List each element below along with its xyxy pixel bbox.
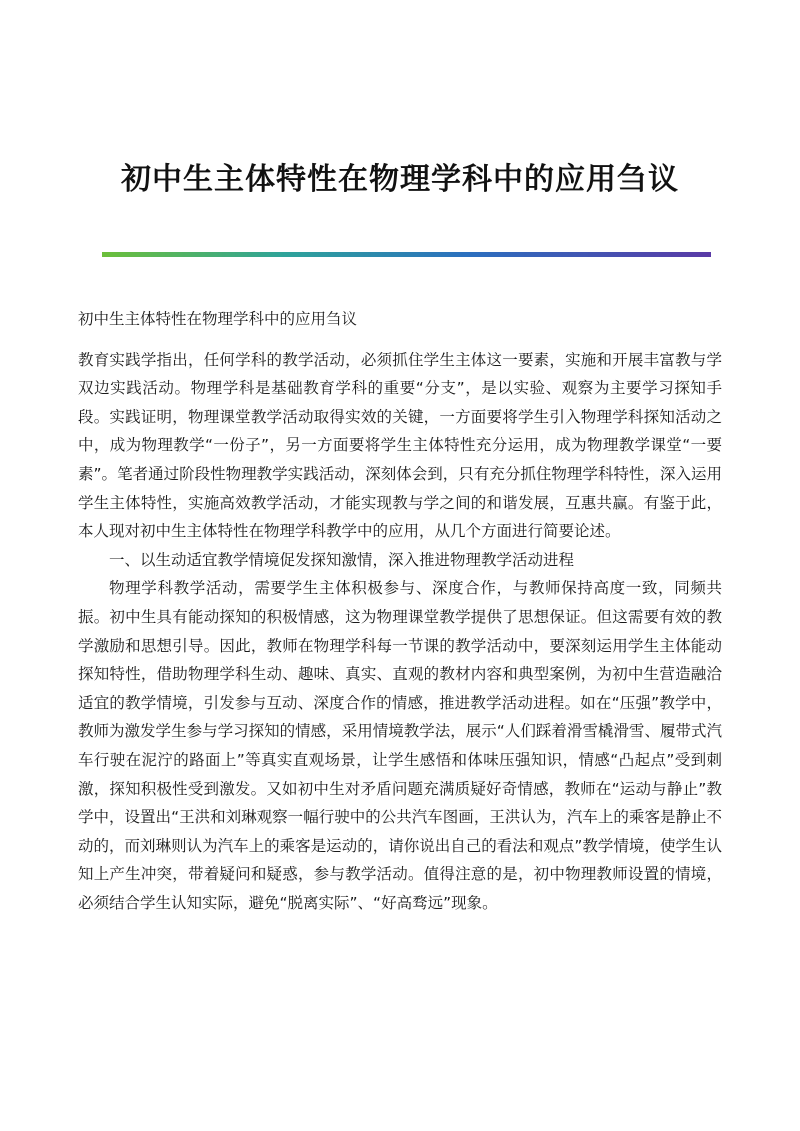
body-subtitle: 初中生主体特性在物理学科中的应用刍议 xyxy=(78,310,358,328)
body-paragraph-section-1: 物理学科教学活动，需要学生主体积极参与、深度合作，与教师保持高度一致，同频共振。初中生具有能动探知的积极情感，这为物理课堂教学提供了思想保证。但这需要有效的教学激励和思想引导。因此，教师在物理学科每一节课的教学活动中，要深刻运用学生主体能动探知特性，借助物理学科生动、趣味、真实、直观的教材内容和典型案例，为初中生营造融洽适宜的教学情境，引发参与互动、深度合作的情感，推进教学活动进程。如在“压强”教学中，教师为激发学生参与学习探知的情感，采用情境教学法，展示“人们踩着滑雪橇滑雪、履带式汽车行驶在泥泞的路面上”等真实直观场景，让学生感悟和体味压强知识，情感“凸起点”受到刺激，探知积极性受到激发。又如初中生对矛盾问题充满质疑好奇情感，教师在“运动与静止”教学中，设置出“王洪和刘琳观察一幅行驶中的公共汽车图画，王洪认为，汽车上的乘客是静止不动的，而刘琳则认为汽车上的乘客是运动的，请你说出自己的看法和观点”教学情境，使学生认知上产生冲突，带着疑问和疑惑，参与教学活动。值得注意的是，初中物理教师设置的情境，必须结合学生认知实际，避免“脱离实际”、“好高骛远”现象。 xyxy=(78,579,722,912)
section-heading-1: 一、以生动适宜教学情境促发探知激情，深入推进物理教学活动进程 xyxy=(109,550,575,569)
document-body xyxy=(78,305,722,917)
title-divider xyxy=(102,252,711,257)
document-title: 初中生主体特性在物理学科中的应用刍议 xyxy=(121,162,679,197)
body-paragraph-intro: 教育实践学指出，任何学科的教学活动，必须抓住学生主体这一要素，实施和开展丰富教与学双边实践活动。物理学科是基础教育学科的重要“分支”，是以实验、观察为主要学习探知手段。实践证明，物理课堂教学活动取得实效的关键，一方面要将学生引入物理学科探知活动之中，成为物理教学“一份子”，另一方面要将学生主体特性充分运用，成为物理教学课堂“一要素”。笔者通过阶段性物理教学实践活动，深刻体会到，只有充分抓住物理学科特性，深入运用学生主体特性，实施高效教学活动，才能实现教与学之间的和谐发展，互惠共赢。有鉴于此，本人现对初中生主体特性在物理学科教学中的应用，从几个方面进行简要论述。 xyxy=(78,350,722,541)
